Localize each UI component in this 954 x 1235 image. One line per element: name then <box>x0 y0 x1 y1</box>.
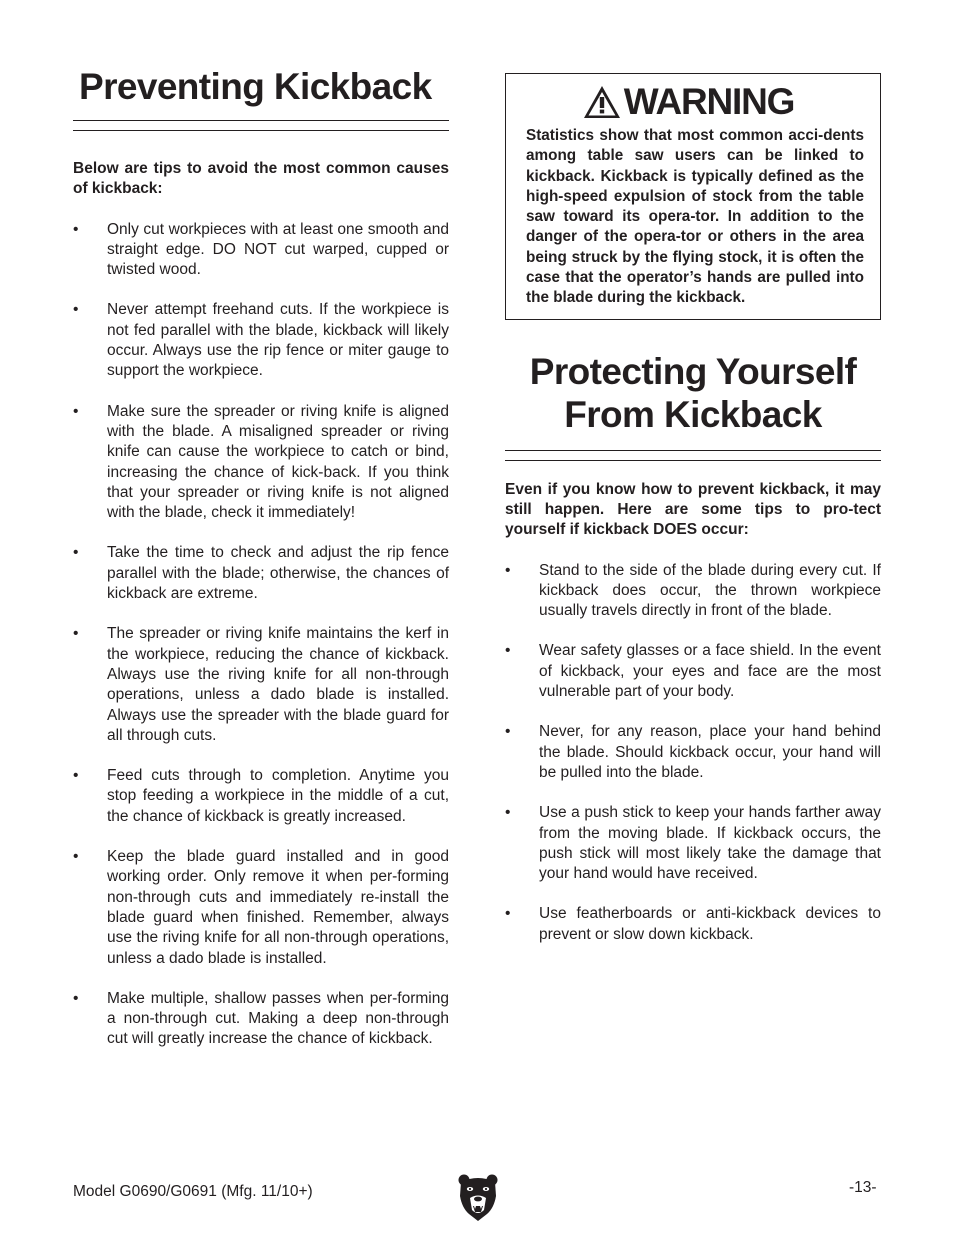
list-item-text: Never, for any reason, place your hand behind the blade. Should kickback occur, your hand will be pulled into the blade. <box>539 723 881 781</box>
title-line: From Kickback <box>564 393 822 435</box>
list-item-text: Stand to the side of the blade during every cut. If kickback does occur, the thrown workpiece usually travels directly in front of the blade. <box>539 561 881 620</box>
bear-logo-icon <box>457 1172 499 1222</box>
list-item-text: Keep the blade guard installed and in good working order. Only remove it when per-forming non-through cuts and immediately re-install the blade guard when finished. Remember, always use the riving knife for all non-through operations, unless a dado blade is installed. <box>107 848 449 967</box>
right-column <box>505 73 881 945</box>
warning-triangle-icon <box>582 84 622 120</box>
bullet-icon: • <box>73 220 79 238</box>
list-item <box>505 561 881 622</box>
list-item-text: Never attempt freehand cuts. If the workpiece is not fed parallel with the blade, kickback will likely occur. Always use the rip fence or miter gauge to support the workpiece. <box>107 301 449 380</box>
bullet-icon: • <box>73 848 79 866</box>
section-title-preventing-kickback: Preventing Kickback <box>79 66 432 107</box>
warning-text: Statistics show that most common acci-dents among table saw users can be linked to kickback. Kickback is typically defined as the high-speed expulsion of stock from the table saw toward its opera-tor. In addition to the danger of the opera-tor or others in the area being struck by the flying stock, it is often the case that the operator’s hands are pulled into the blade during the kickback. <box>526 127 864 307</box>
list-item <box>73 624 449 746</box>
warning-header <box>512 82 864 122</box>
list-item <box>505 641 881 702</box>
list-item <box>505 803 881 884</box>
list-item-text: Feed cuts through to completion. Anytime you stop feeding a workpiece in the middle of a cut, the chance of kickback is greatly increased. <box>107 767 449 825</box>
list-item <box>73 766 449 827</box>
section-intro: Below are tips to avoid the most common causes of kickback: <box>73 160 449 198</box>
list-item-text: Use featherboards or anti-kickback devices to prevent or slow down kickback. <box>539 905 881 943</box>
bullet-icon: • <box>505 642 511 660</box>
section-intro: Even if you know how to prevent kickback, it may still happen. Here are some tips to pro-tect yourself if kickback DOES occur: <box>505 480 881 539</box>
prevention-tips-list <box>73 220 449 1050</box>
warning-label: WARNING <box>623 81 795 122</box>
bullet-icon: • <box>73 625 79 643</box>
left-column <box>73 62 449 1050</box>
bullet-icon: • <box>73 767 79 785</box>
list-item <box>73 220 449 281</box>
list-item <box>73 989 449 1050</box>
list-item <box>505 722 881 783</box>
footer-model-text: Model G0690/G0691 (Mfg. 11/10+) <box>73 1183 313 1200</box>
bullet-icon: • <box>73 301 79 319</box>
list-item-text: Make sure the spreader or riving knife is aligned with the blade. A misaligned spreader or riving knife can cause the workpiece to catch or bind, increasing the chance of kick-back. If you think that your spreader or riving knife is not aligned with the blade, check it immediately! <box>107 402 449 522</box>
list-item-text: Only cut workpieces with at least one smooth and straight edge. DO NOT cut warped, cupped or twisted wood. <box>107 220 449 279</box>
bullet-icon: • <box>505 804 511 822</box>
title-divider <box>505 450 881 461</box>
list-item-text: Make multiple, shallow passes when per-forming a non-through cut. Making a deep non-through cut will greatly increase the chance of kickback. <box>107 989 449 1048</box>
protection-tips-list <box>505 561 881 945</box>
list-item <box>73 402 449 524</box>
bullet-icon: • <box>505 723 511 741</box>
page-number: -13- <box>849 1179 877 1196</box>
list-item <box>73 300 449 381</box>
list-item <box>73 847 449 969</box>
bullet-icon: • <box>73 402 79 420</box>
list-item-text: Wear safety glasses or a face shield. In the event of kickback, your eyes and face are the most vulnerable part of your body. <box>539 642 881 701</box>
list-item <box>505 904 881 945</box>
list-item-text: Use a push stick to keep your hands farther away from the moving blade. If kickback occurs, the push stick will most likely take the damage that your hand would have received. <box>539 804 881 883</box>
list-item-text: The spreader or riving knife maintains the kerf in the workpiece, reducing the chance of kickback. Always use the riving knife for all non-through operations, unless a dado blade is installed. Always use the spreader with the blade guard for all through cuts. <box>107 625 449 744</box>
list-item <box>73 543 449 604</box>
title-divider <box>73 120 449 131</box>
list-item-text: Take the time to check and adjust the rip fence parallel with the blade; otherwise, the chances of kickback are extreme. <box>107 544 449 603</box>
bullet-icon: • <box>73 989 79 1007</box>
section-title-protecting-yourself <box>505 350 881 436</box>
title-line: Protecting Yourself <box>529 350 857 392</box>
bullet-icon: • <box>73 544 79 562</box>
warning-box <box>505 73 881 320</box>
bullet-icon: • <box>505 905 511 923</box>
bullet-icon: • <box>505 561 511 579</box>
